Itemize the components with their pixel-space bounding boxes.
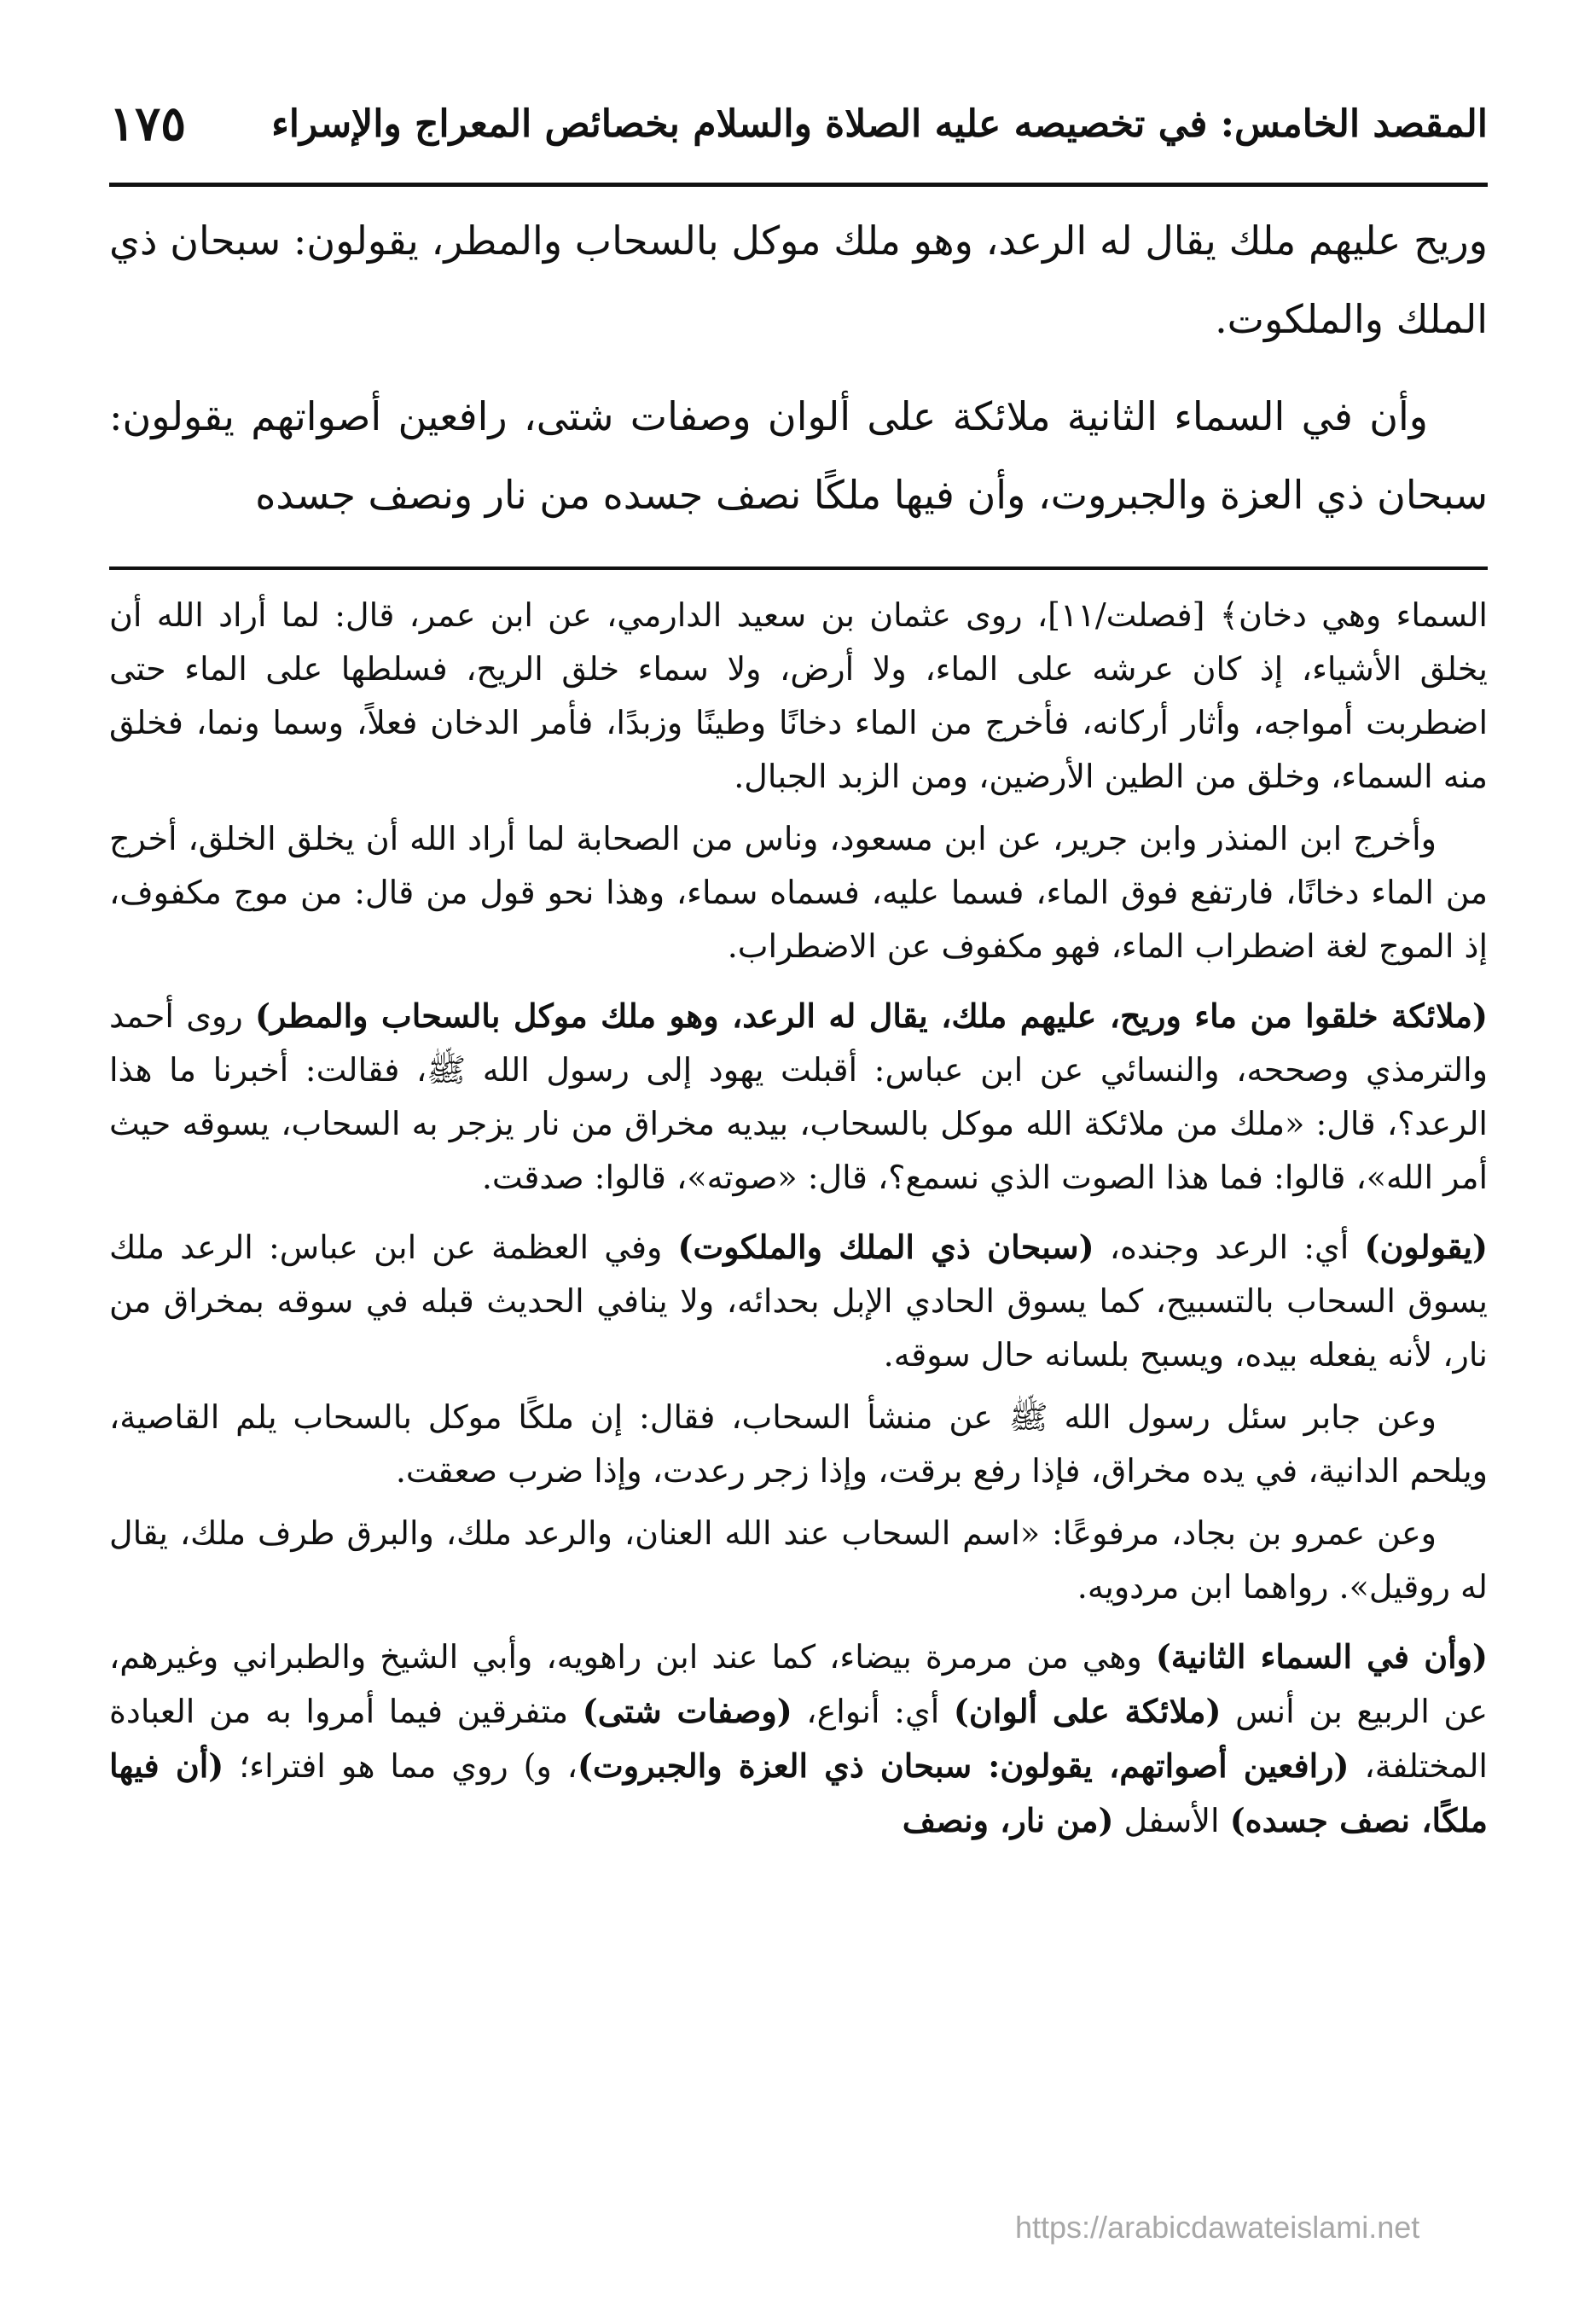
commentary-text: ، و) روي مما هو افتراء؛: [223, 1747, 578, 1785]
commentary-paragraph: وأخرج ابن المنذر وابن جرير، عن ابن مسعود، وناس من الصحابة لما أراد الله أن يخلق الخلق، أخرج من الماء دخانًا، فارتفع فوق الماء، فسما عليه، فسماه سماء، وهذا نحو قول من قال: من موج مكفوف، إذ الموج لغة اضطراب الماء، فهو مكفوف عن الاضطراب.: [109, 820, 1488, 965]
quoted-text: (وصفات شتى): [582, 1692, 792, 1730]
commentary-text: أي: أنواع،: [792, 1693, 954, 1730]
quoted-text: (من نار، ونصف: [902, 1801, 1114, 1839]
commentary-text: وهي من مرمرة بيضاء، كما عند ابن راهويه، وأبي الشيخ والطبراني وغيرهم، عن الربيع بن أنس: [109, 1638, 1488, 1730]
commentary-paragraph: [109, 1630, 1488, 1848]
quoted-text: (ملائكة خلقوا من ماء وريح، عليهم ملك، يقال له الرعد، وهو ملك موكل بالسحاب والمطر): [254, 996, 1488, 1035]
commentary-paragraph: [109, 1220, 1488, 1382]
commentary-text: متفرقين فيما أمروا به من العبادة المختلفة،: [109, 1693, 1488, 1785]
page-number: ١٧٥: [109, 96, 187, 152]
main-paragraph: وريح عليهم ملك يقال له الرعد، وهو ملك موكل بالسحاب والمطر، يقولون: سبحان ذي الملك والملكوت.: [109, 218, 1488, 342]
main-paragraph: وأن في السماء الثانية ملائكة على ألوان وصفات شتى، رافعين أصواتهم يقولون: سبحان ذي العزة والجبروت، وأن فيها ملكًا نصف جسده من نار ونصف جسده: [109, 393, 1488, 518]
commentary-paragraph: [109, 989, 1488, 1205]
commentary-paragraph: وعن جابر سئل رسول الله ﷺ عن منشأ السحاب، فقال: إن ملكًا موكل بالسحاب يلم القاصية، ويلحم الدانية، في يده مخراق، فإذا رفع برقت، وإذا زجر رعدت، وإذا ضرب صعقت.: [109, 1398, 1488, 1490]
page-header: [109, 85, 1488, 162]
quoted-text: (رافعين أصواتهم، يقولون: سبحان ذي العزة والجبروت): [578, 1746, 1350, 1785]
commentary-paragraph: السماء وهي دخان﴾ [فصلت/١١]، روى عثمان بن سعيد الدارمي، عن ابن عمر، قال: لما أراد الله أن يخلق الأشياء، إذ كان عرشه على الماء، ولا أرض، ولا سماء خلق الريح، فسلطها على الماء حتى اضطربت أمواجه، وأثار أركانه، فأخرج من الماء دخانًا وطينًا وزبدًا، فأمر الدخان فعلاً، وسما ونما، فخلق منه السماء، وخلق من الطين الأرضين، ومن الزبد الجبال.: [109, 596, 1488, 795]
running-title: المقصد الخامس: في تخصيصه عليه الصلاة والسلام بخصائص المعراج والإسراء: [271, 102, 1488, 146]
commentary-text: أي: الرعد وجنده،: [1094, 1229, 1365, 1266]
commentary-rule: [109, 566, 1488, 570]
commentary-text: الأسفل: [1113, 1802, 1230, 1839]
main-text: [109, 201, 1488, 553]
watermark-url: https://arabicdawateislami.net: [1015, 2210, 1420, 2245]
quoted-text: (سبحان ذي الملك والملكوت): [677, 1228, 1094, 1266]
quoted-text: (ملائكة على ألوان): [953, 1692, 1222, 1730]
commentary: [109, 589, 1488, 1856]
commentary-text: وفي العظمة عن ابن عباس: الرعد ملك يسوق السحاب بالتسبيح، كما يسوق الحادي الإبل بحدائه، ولا ينافي الحديث قبله في سوقه بمخراق من نار، لأنه يفعله بيده، ويسبح بلسانه حال سوقه.: [109, 1229, 1488, 1374]
commentary-paragraph: وعن عمرو بن بجاد، مرفوعًا: «اسم السحاب عند الله العنان، والرعد ملك، والبرق طرف ملك، يقال له روقيل». رواهما ابن مردويه.: [109, 1514, 1488, 1606]
quoted-text: (أن فيها ملكًا، نصف جسده): [109, 1746, 1488, 1839]
commentary-text: روى أحمد والترمذي وصححه، والنسائي عن ابن عباس: أقبلت يهود إلى رسول الله ﷺ، فقالت: أخبرنا ما هذا الرعد؟، قال: «ملك من ملائكة الله موكل بالسحاب، بيديه مخراق من نار يزجر به السحاب، يسوقه حيث أمر الله»، قالوا: فما هذا الصوت الذي نسمع؟، قال: «صوته»، قالوا: صدقت.: [109, 997, 1488, 1196]
quoted-text: (يقولون): [1364, 1228, 1488, 1266]
header-rule: [109, 183, 1488, 187]
quoted-text: (وأن في السماء الثانية): [1155, 1637, 1488, 1676]
